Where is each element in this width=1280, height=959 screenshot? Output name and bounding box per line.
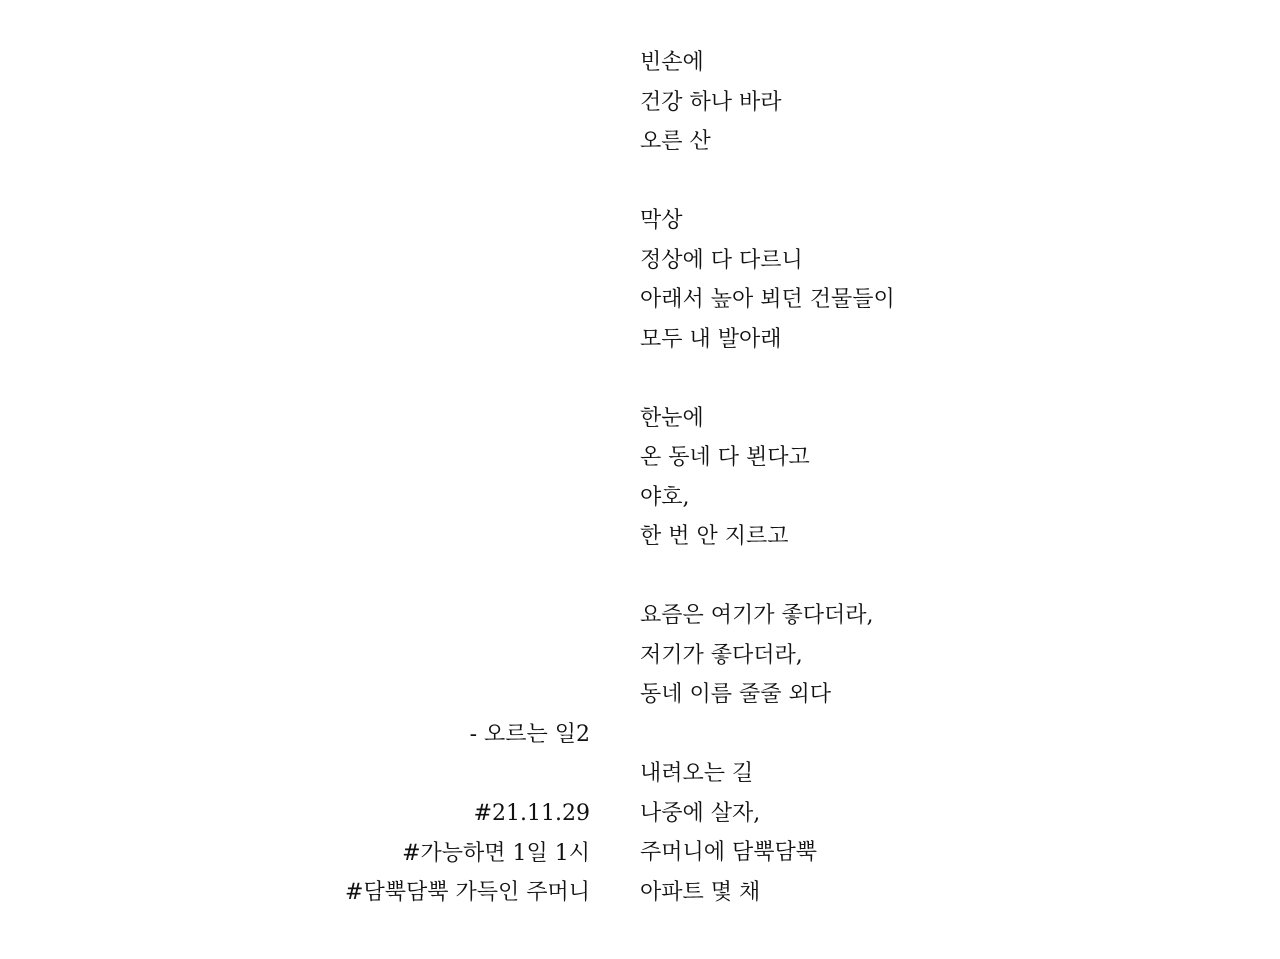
attribution-text: - 오르는 일2 [469,722,590,747]
poem-line: 오른 산 [640,129,711,154]
stanza-5 [640,754,1240,912]
hashtag: #담뿍담뿍 가득인 주머니 [345,880,590,905]
poem-line: 저기가 좋다더라, [640,642,803,668]
poem-line: 모두 내 발아래 [640,326,782,352]
stanza-gap [640,359,1240,399]
hashtag-date: #21.11.29 [473,801,590,826]
poem-line: 내려오는 길 [640,761,754,786]
poem-line: 정상에 다 다르니 [640,247,803,273]
poem-line: 요즘은 여기가 좋다더라, [640,603,874,628]
poem-line: 빈손에 [640,50,704,75]
poem-line: 나중에 살자, [640,800,761,826]
hashtag-list [190,794,590,913]
stanza-1 [640,43,1240,162]
stanza-3 [640,399,1240,557]
poem-line: 건강 하나 바라 [640,89,782,115]
poem-line: 동네 이름 줄줄 외다 [640,682,831,707]
poem-line: 막상 [640,208,683,233]
poem-line: 주머니에 담뿍담뿍 [640,840,818,865]
stanza-2 [640,201,1240,359]
stanza-4 [640,596,1240,715]
stanza-gap [640,557,1240,597]
stanza-gap [640,162,1240,202]
poem-line: 한눈에 [640,405,704,431]
poem-line: 온 동네 다 뵌다고 [640,445,810,470]
poem-line: 야호, [640,484,690,510]
stanza-gap [640,715,1240,755]
poem-line: 한 번 안 지르고 [640,524,789,549]
poem-body [640,43,1240,912]
poem-attribution [190,715,590,755]
poem-line: 아래서 높아 뵈던 건물들이 [640,287,895,312]
hashtag: #가능하면 1일 1시 [402,840,590,866]
poem-line: 아파트 몇 채 [640,879,761,905]
